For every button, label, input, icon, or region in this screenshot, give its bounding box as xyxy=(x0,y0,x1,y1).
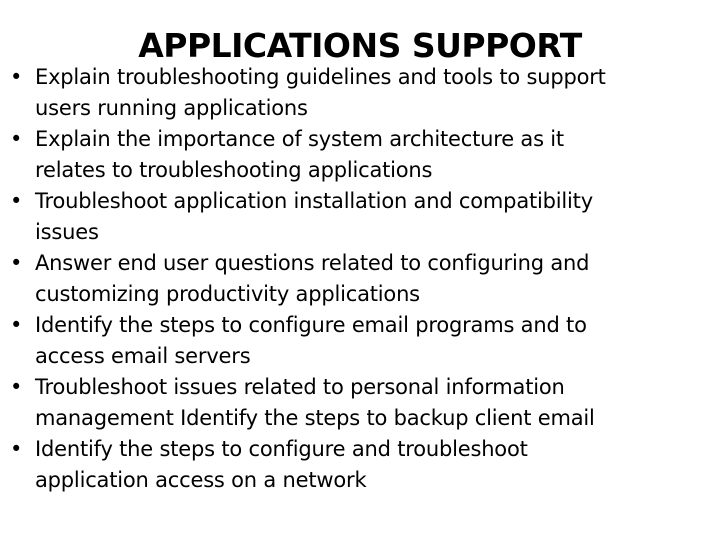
bullet-item xyxy=(0,310,720,372)
bullet-icon: • xyxy=(10,251,23,275)
bullet-list xyxy=(0,62,720,496)
bullet-icon: • xyxy=(10,313,23,337)
bullet-text: Explain the importance of system architecture as it xyxy=(35,127,564,151)
bullet-text: Explain troubleshooting guidelines and tools to support xyxy=(35,65,606,89)
bullet-text: issues xyxy=(35,220,99,244)
bullet-text: Identify the steps to configure email programs and to xyxy=(35,313,587,337)
bullet-text: users running applications xyxy=(35,96,308,120)
bullet-icon: • xyxy=(10,437,23,461)
bullet-text: access email servers xyxy=(35,344,251,368)
bullet-icon: • xyxy=(10,65,23,89)
bullet-text: Troubleshoot application installation and compatibility xyxy=(35,189,593,213)
bullet-item xyxy=(0,62,720,124)
bullet-text: application access on a network xyxy=(35,468,367,492)
bullet-item xyxy=(0,124,720,186)
bullet-text: customizing productivity applications xyxy=(35,282,420,306)
slide-title: APPLICATIONS SUPPORT xyxy=(138,26,582,65)
bullet-item xyxy=(0,248,720,310)
bullet-icon: • xyxy=(10,127,23,151)
bullet-item xyxy=(0,434,720,496)
bullet-text: relates to troubleshooting applications xyxy=(35,158,433,182)
bullet-icon: • xyxy=(10,189,23,213)
bullet-item xyxy=(0,372,720,434)
bullet-text: Troubleshoot issues related to personal information xyxy=(35,375,565,399)
bullet-icon: • xyxy=(10,375,23,399)
bullet-item xyxy=(0,186,720,248)
bullet-text: management Identify the steps to backup client email xyxy=(35,406,595,430)
bullet-text: Answer end user questions related to configuring and xyxy=(35,251,590,275)
bullet-text: Identify the steps to configure and troubleshoot xyxy=(35,437,528,461)
